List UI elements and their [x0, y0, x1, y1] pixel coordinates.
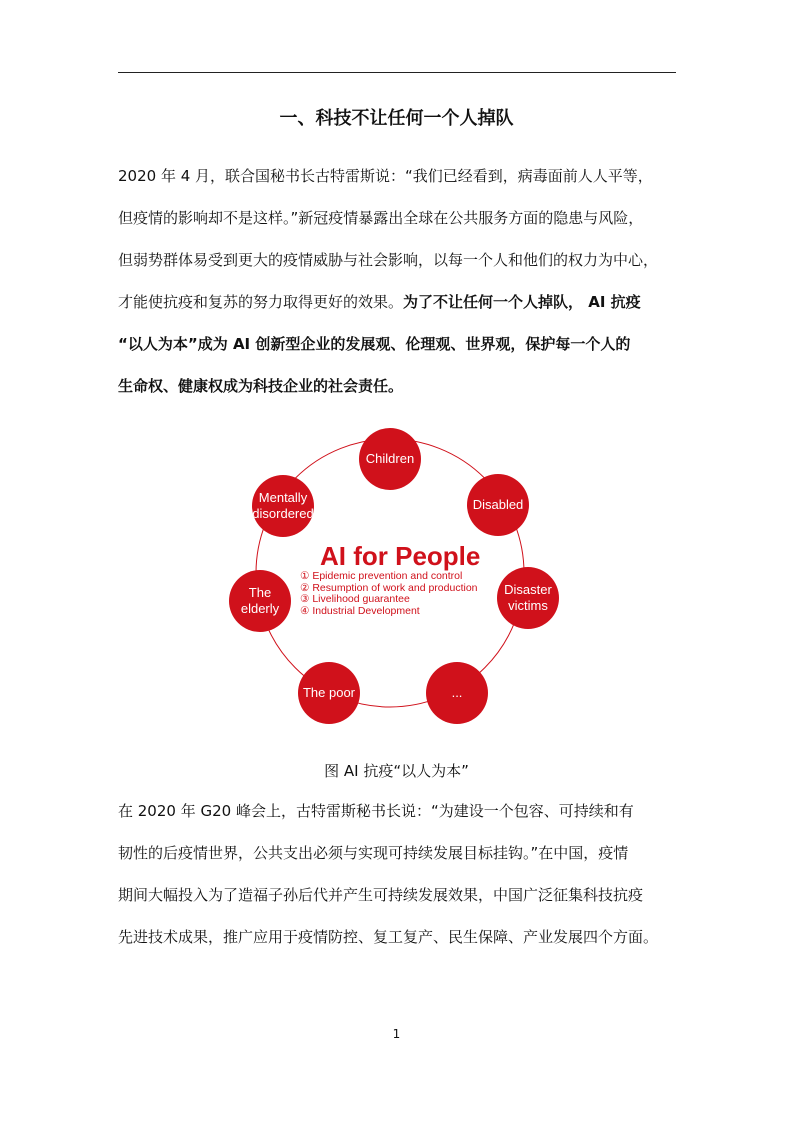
node-the-elderly	[229, 570, 291, 632]
node-label: Mentally	[258, 490, 308, 505]
section-heading: 一、科技不让任何一个人掉队	[279, 108, 514, 129]
page-number: 1	[392, 1027, 401, 1041]
paragraph-line: 2020 年 4 月，联合国秘书长古特雷斯说：“我们已经看到，病毒面前人人平等，	[118, 167, 653, 185]
paragraph-line: 韧性的后疫情世界，公共支出必须与实现可持续发展目标挂钩。”在中国，疫情	[118, 844, 629, 862]
figure-list-item: ③ Livelihood guarantee	[300, 593, 410, 605]
node-label: elderly	[240, 601, 280, 616]
paragraph-text: 才能使抗疫和复苏的努力取得更好的效果。	[118, 293, 404, 311]
bold-text: 为了不让任何一个人掉队， AI 抗疫	[403, 293, 641, 311]
node-ellipsis	[426, 662, 488, 724]
node-disabled	[467, 474, 529, 536]
paragraph-line: 在 2020 年 G20 峰会上，古特雷斯秘书长说：“为建设一个包容、可持续和有	[118, 802, 634, 820]
figure-center-title: AI for People	[320, 541, 481, 571]
node-the-poor	[298, 662, 360, 724]
paragraph-2	[118, 790, 678, 958]
bold-line: 生命权、健康权成为科技企业的社会责任。	[118, 377, 404, 395]
figure-list-item: ② Resumption of work and production	[300, 581, 478, 594]
figure-list-item: ① Epidemic prevention and control	[300, 570, 463, 582]
node-label: Disabled	[472, 497, 524, 512]
paragraph-line: 但弱势群体易受到更大的疫情威胁与社会影响，以每一个人和他们的权力为中心，	[118, 251, 659, 269]
bold-line: “以人为本”成为 AI 创新型企业的发展观、伦理观、世界观，保护每一个人的	[118, 335, 631, 353]
node-label: Children	[365, 451, 415, 466]
paragraph-line: 但疫情的影响却不是这样。”新冠疫情暴露出全球在公共服务方面的隐患与风险，	[118, 209, 644, 227]
node-disaster-victims	[497, 567, 559, 629]
node-label: disordered	[252, 506, 314, 521]
figure-list-item: ④ Industrial Development	[300, 604, 420, 617]
node-label: Disaster	[504, 582, 552, 597]
node-mentally-disordered	[252, 475, 314, 537]
node-label: The poor	[302, 685, 356, 700]
node-children	[359, 428, 421, 490]
node-label: victims	[508, 598, 548, 613]
paragraph-line: 先进技术成果，推广应用于疫情防控、复工复产、民生保障、产业发展四个方面。	[118, 928, 659, 946]
node-label: ...	[451, 685, 463, 700]
node-label: The	[248, 585, 272, 600]
figure-center-list	[300, 571, 478, 617]
paragraph-line: 期间大幅投入为了造福子孙后代并产生可持续发展效果，中国广泛征集科技抗疫	[118, 886, 644, 904]
figure-caption: 图 AI 抗疫“以人为本”	[324, 762, 469, 780]
